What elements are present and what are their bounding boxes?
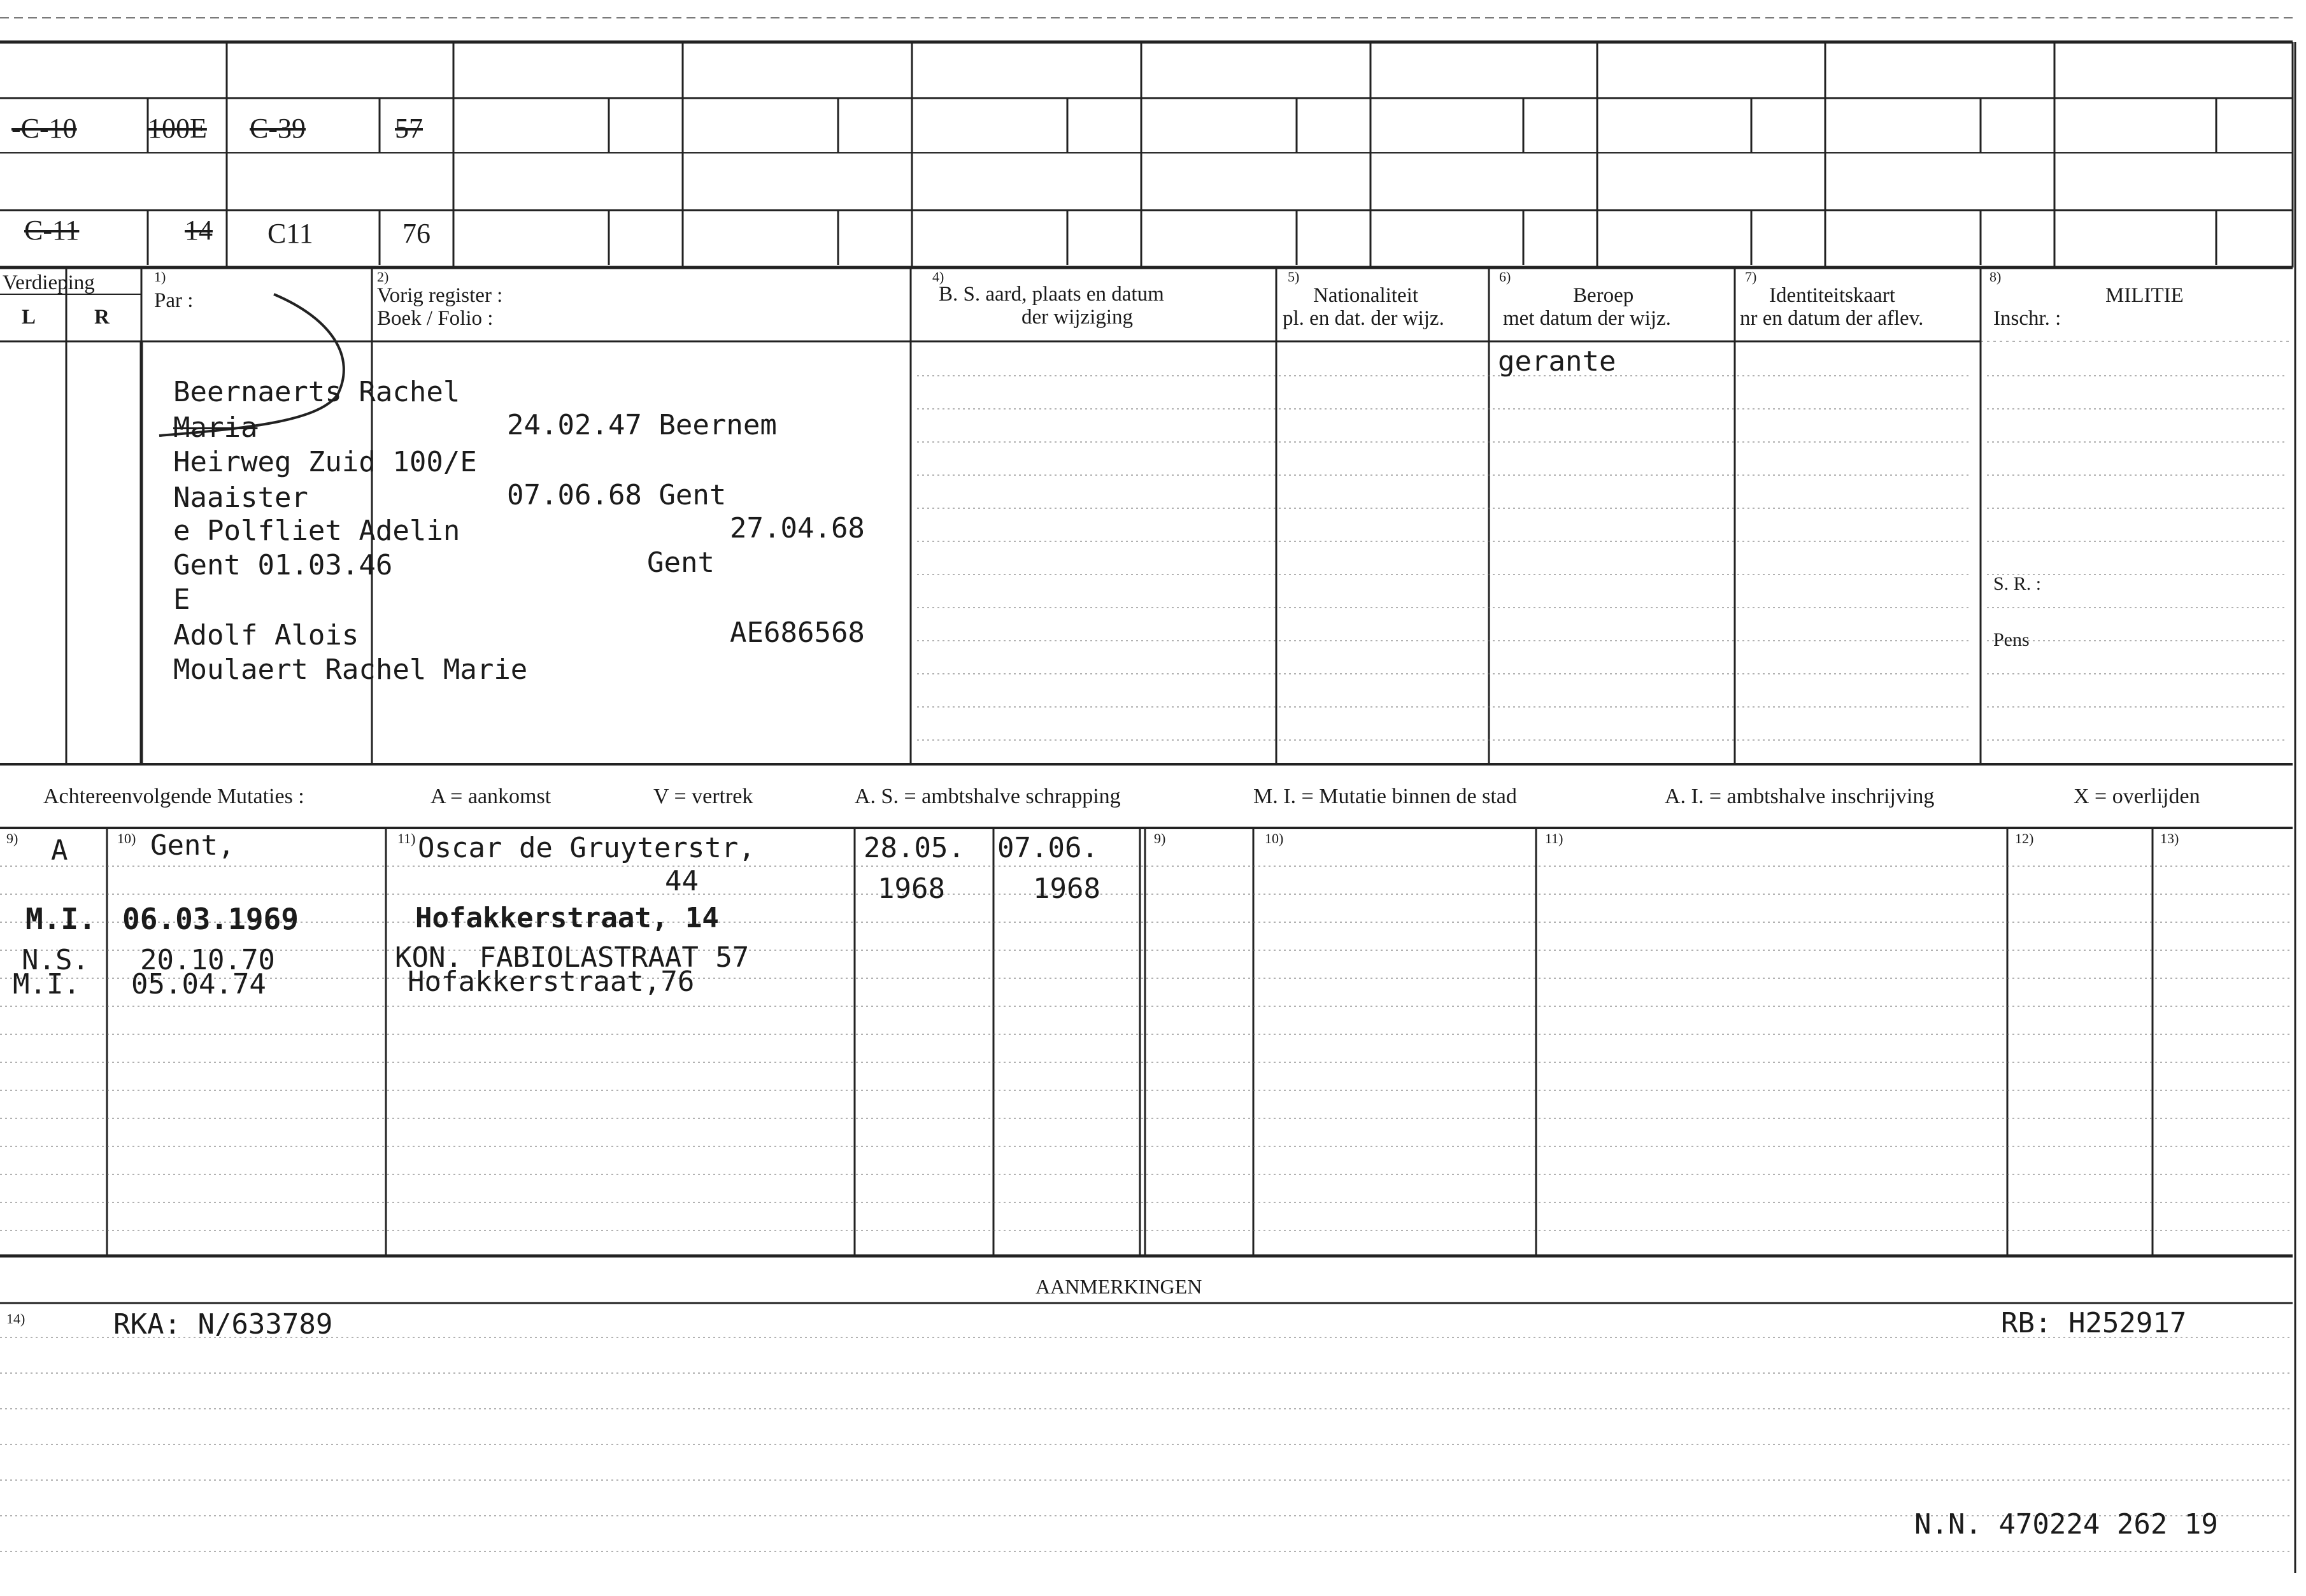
remarks-title: AANMERKINGEN (1036, 1275, 1202, 1298)
person-line-8: Adolf Alois (173, 619, 359, 652)
header-militie: MILITIE (2105, 284, 2184, 307)
header-sr: S. R. : (1993, 573, 2042, 594)
col-num-8: 8) (1989, 269, 2002, 285)
mutation-code-2: M.I. (25, 902, 96, 936)
col-num-5: 5) (1288, 269, 1300, 285)
header-boek-folio: Boek / Folio : (377, 307, 494, 330)
remarks-rb: RB: H252917 (2001, 1307, 2187, 1339)
header-pens: Pens (1993, 629, 2030, 650)
mutation-street-4: Hofakkerstraat,76 (408, 965, 695, 998)
legend-item-as: A. S. = ambtshalve schrapping (855, 785, 1121, 808)
legend-item-ai: A. I. = ambtshalve inschrijving (1665, 785, 1935, 808)
mutation-d1-1: 28.05. (864, 832, 965, 864)
header-id-1: Identiteitskaart (1769, 284, 1895, 307)
person-line-9: Moulaert Rachel Marie (173, 653, 528, 686)
mut-col-num-9b: 9) (1154, 830, 1166, 846)
mutation-date-3: 20.10.70 (140, 944, 275, 976)
grid-code-2: 100E (148, 113, 207, 144)
legend-title: Achtereenvolgende Mutaties : (43, 785, 304, 808)
grid-code-5: C-11 (24, 215, 80, 246)
header-nat-1: Nationaliteit (1313, 284, 1418, 307)
header-beroep-1: Beroep (1573, 284, 1634, 307)
person-date-3: 27.04.68 (730, 512, 865, 545)
mutation-code-1: A (51, 834, 68, 867)
mutation-date-4: 05.04.74 (131, 968, 266, 1001)
header-verdieping: Verdieping (3, 271, 95, 294)
header-r: R (94, 306, 110, 329)
person-line-1: Beernaerts Rachel (173, 376, 460, 408)
mut-col-num-13: 13) (2160, 830, 2179, 846)
person-line-3: Heirweg Zuid 100/E (173, 446, 477, 478)
legend-item-mi: M. I. = Mutatie binnen de stad (1253, 785, 1517, 808)
grid-code-8: 76 (402, 218, 431, 249)
remarks-rka: RKA: N/633789 (113, 1308, 333, 1341)
mutation-date-2: 06.03.1969 (122, 902, 299, 936)
header-inschr: Inschr. : (1993, 307, 2061, 330)
mutation-street-2: Hofakkerstraat, 14 (415, 902, 719, 934)
header-nat-2: pl. en dat. der wijz. (1283, 307, 1444, 330)
grid-code-4: 57 (395, 113, 423, 144)
legend-item-v: V = vertrek (653, 785, 753, 808)
person-line-5: e Polfliet Adelin (173, 515, 460, 547)
mutation-code-4: M.I. (13, 968, 80, 1001)
mut-col-num-10a: 10) (117, 830, 136, 846)
header-bs-1: B. S. aard, plaats en datum (939, 283, 1164, 306)
mutation-street-1b: 44 (665, 865, 699, 897)
person-beroep: gerante (1498, 345, 1616, 378)
person-id-number: AE686568 (730, 616, 865, 649)
col-num-4: 4) (932, 269, 944, 285)
header-vorig-register: Vorig register : (377, 284, 503, 307)
mut-col-num-11a: 11) (397, 830, 416, 846)
header-par: Par : (154, 289, 194, 312)
person-line-6: Gent 01.03.46 (173, 549, 393, 581)
mut-col-num-11b: 11) (1545, 830, 1563, 846)
grid-code-3: C-39 (250, 113, 306, 144)
grid-code-6: 14 (185, 215, 213, 246)
grid-code-1: -C-10 (11, 113, 77, 144)
mutation-d2-1: 07.06. (997, 832, 1099, 864)
mutation-date-1: Gent, (150, 829, 235, 862)
person-place-4: Gent (647, 546, 715, 579)
legend-item-a: A = aankomst (431, 785, 552, 808)
mutation-street-1: Oscar de Gruyterstr, (418, 832, 755, 864)
grid-code-7: C11 (267, 218, 313, 249)
person-date-2: 07.06.68 Gent (507, 479, 727, 511)
col-num-2: 2) (377, 269, 389, 285)
legend-item-x: X = overlijden (2074, 785, 2200, 808)
mut-col-num-9a: 9) (6, 830, 18, 846)
mutation-d1b-1: 1968 (878, 873, 945, 905)
remarks-nn: N.N. 470224 262 19 (1914, 1508, 2218, 1541)
person-line-4: Naaister (173, 481, 308, 514)
mut-col-num-12: 12) (2015, 830, 2034, 846)
mut-col-num-10b: 10) (1265, 830, 1284, 846)
header-id-2: nr en datum der aflev. (1740, 307, 1924, 330)
mutation-code-3: N.S. (22, 944, 89, 976)
person-line-7: E (173, 583, 190, 616)
header-beroep-2: met datum der wijz. (1503, 307, 1671, 330)
remarks-num: 14) (6, 1311, 25, 1327)
col-num-7: 7) (1745, 269, 1757, 285)
header-l: L (22, 306, 36, 329)
person-birth: 24.02.47 Beernem (507, 409, 777, 441)
col-num-6: 6) (1499, 269, 1511, 285)
person-line-2: Maria (173, 411, 258, 444)
col-num-1: 1) (154, 269, 166, 285)
header-bs-2: der wijziging (1021, 306, 1134, 329)
mutation-d2b-1: 1968 (1033, 873, 1100, 905)
mutation-street-3: KON. FABIOLASTRAAT 57 (395, 941, 750, 974)
